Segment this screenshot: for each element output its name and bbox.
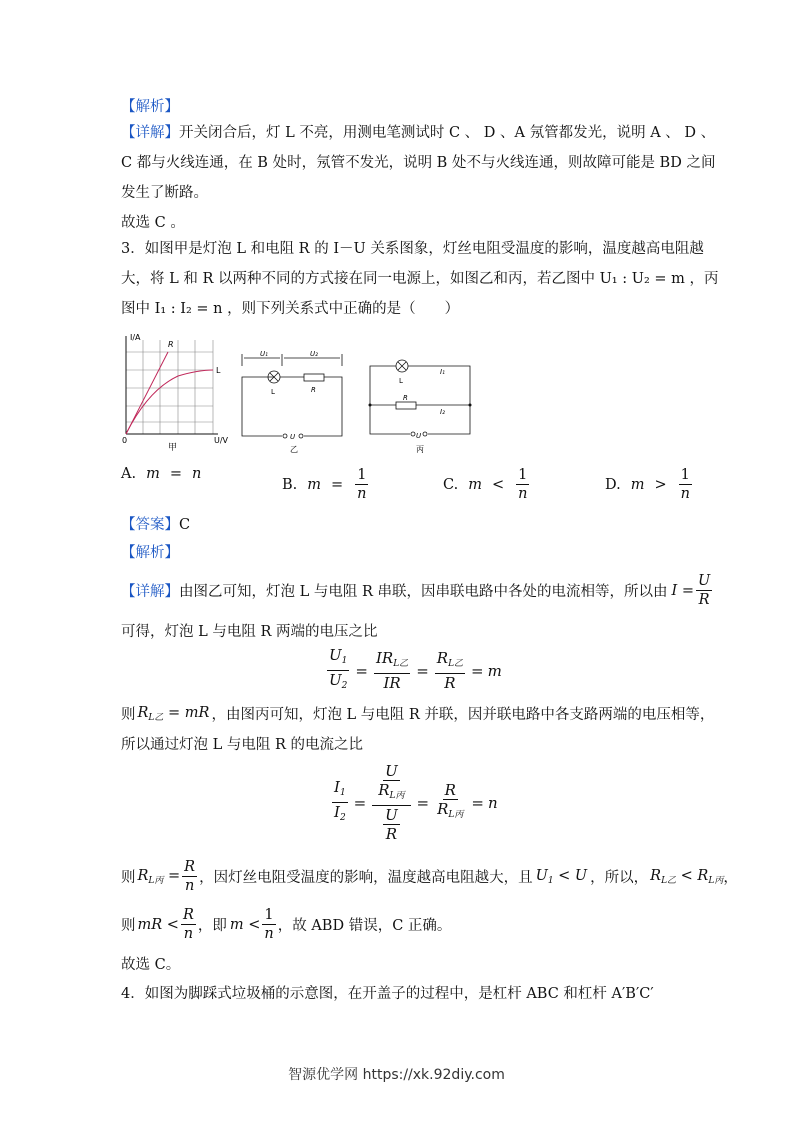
choice-lhs: m <box>630 476 645 493</box>
choice-letter: C. <box>443 476 459 493</box>
solution-line1 <box>121 572 714 609</box>
paragraph-detail-1 <box>121 118 716 238</box>
answer-tag: 【答案】 <box>121 517 179 533</box>
choice-fraction: $\frac{1}{n}$ <box>357 467 367 502</box>
solution-line4: 所以通过灯泡 L 与电阻 R 的电流之比 <box>121 737 363 753</box>
text: 则 <box>121 870 136 886</box>
choice-op: < <box>491 476 505 493</box>
caption-jia: 甲 <box>168 443 178 453</box>
q3-line3: 图中 I₁ : I₂ = n ，则下列关系式中正确的是（ ） <box>121 301 460 317</box>
label-source-u: U <box>290 433 296 441</box>
choice-lhs: m <box>468 476 482 493</box>
solution-line3: 则 $R_{L乙}$ = mR ，由图丙可知，灯泡 L 与电阻 R 并联，因并联电路中各支路两端的电压相等， <box>121 704 715 723</box>
detail-tag: 【详解】 <box>121 125 179 141</box>
curve-label-r: R <box>168 340 174 349</box>
answer-value: C <box>179 517 191 533</box>
label-resistor-r: R <box>311 386 316 394</box>
formula-lhs: I = <box>671 582 694 599</box>
question-4-line1: 4．如图为脚踩式垃圾桶的示意图，在开盖子的过程中，是杠杆 ABC 和杠杆 A′B′C′ <box>121 986 654 1002</box>
figure-yi-series-circuit <box>238 348 350 456</box>
text: 则 <box>121 707 136 723</box>
choice-a[interactable] <box>121 466 201 482</box>
axis-label-x: U/V <box>214 436 229 445</box>
label-i2: I₂ <box>440 408 445 416</box>
choice-fraction: $\frac{1}{n}$ <box>518 467 528 502</box>
p1-line2: C 都与火线连通，在 B 处时，氖管不发光，说明 B 处不与火线连通，则故障可能是 BD 之间 <box>121 155 716 171</box>
label-source-u: U <box>416 432 422 440</box>
axis-label-y: I/A <box>130 333 141 342</box>
p1-line1: 开关闭合后，灯 L 不亮，用测电笔测试时 C 、 D 、A 氖管都发光，说明 A 、 D 、 <box>179 125 716 141</box>
p1-line3: 发生了断路。 <box>121 185 208 201</box>
label-lamp-l: L <box>399 377 403 385</box>
text: ，所以， <box>590 870 649 886</box>
choice-fraction: $\frac{1}{n}$ <box>680 467 690 502</box>
detail-tag: 【详解】 <box>121 584 179 600</box>
label-u1: U₁ <box>260 350 268 358</box>
text: ，故 ABD 错误，C 正确。 <box>277 918 452 934</box>
text: ，因灯丝电阻受温度的影响，温度越高电阻越大，且 <box>199 870 533 886</box>
choice-letter: A. <box>121 466 137 482</box>
equation-current-ratio: $\frac{I_1}{I_2}$ = $\frac{\frac{U}{R_{L丙}}}{\frac{U}{R}}$ = $\frac{R}{R_{L丙}}$ = n <box>334 762 498 843</box>
section-tag-analysis-2: 【解析】 <box>121 545 179 561</box>
p1-line4: 故选 C 。 <box>121 215 185 231</box>
formula-fraction: $\frac{U}{R}$ <box>697 573 711 608</box>
caption-yi: 乙 <box>290 445 298 454</box>
choice-letter: D. <box>605 476 621 493</box>
figure-jia-iu-graph <box>118 330 233 455</box>
choice-b[interactable] <box>282 466 371 503</box>
solution-line2: 可得，灯泡 L 与电阻 R 两端的电压之比 <box>121 624 378 640</box>
section-tag-analysis: 【解析】 <box>121 99 179 115</box>
choice-op: > <box>654 476 667 493</box>
choice-op: = <box>169 466 182 482</box>
choice-d[interactable] <box>605 466 694 503</box>
origin-label: 0 <box>122 436 128 445</box>
figure-bing-parallel-circuit <box>366 352 474 456</box>
choice-lhs: m <box>146 466 160 482</box>
choice-op: = <box>331 476 344 493</box>
page-footer: 智源优学网 https://xk.92diy.com <box>288 1067 505 1083</box>
curve-label-l: L <box>216 366 221 375</box>
solution-line7: 故选 C。 <box>121 957 181 973</box>
solution-line5: 则 $R_{L丙}$ = $\frac{R}{n}$ ，因灯丝电阻受温度的影响，温度越高电阻越大，且 $U_1 < U$ ，所以， $R_{L乙} < R_{L丙}$ ， <box>121 859 738 894</box>
solution-line6: 则 mR < $\frac{R}{n}$ ，即 m < $\frac{1}{n}$ ，故 ABD 错误，C 正确。 <box>121 907 452 942</box>
answer-line <box>121 513 190 534</box>
choice-c[interactable] <box>443 466 531 503</box>
text: ，由图丙可知，灯泡 L 与电阻 R 并联，因并联电路中各支路两端的电压相等， <box>211 707 715 723</box>
question-3 <box>121 234 719 324</box>
label-u2: U₂ <box>310 350 318 358</box>
label-i1: I₁ <box>440 368 445 376</box>
text: ，即 <box>197 918 227 934</box>
text: 则 <box>121 918 136 934</box>
q3-line1: 3．如图甲是灯泡 L 和电阻 R 的 I－U 关系图象，灯丝电阻受温度的影响，温度越高电阻越 <box>121 241 704 257</box>
choice-lhs: m <box>307 476 322 493</box>
label-lamp-l: L <box>271 388 275 396</box>
choice-rhs: n <box>192 466 202 482</box>
solution-text: 由图乙可知，灯泡 L 与电阻 R 串联，因串联电路中各处的电流相等，所以由 <box>179 584 668 600</box>
equation-voltage-ratio: $\frac{U_1}{U_2}$ = $\frac{IR_{L乙}}{IR}$ = $\frac{R_{L乙}}{R}$ = m <box>329 646 502 692</box>
choice-letter: B. <box>282 476 298 493</box>
q3-line2: 大，将 L 和 R 以两种不同的方式接在同一电源上，如图乙和丙，若乙图中 U₁ : U₂ = m ，丙 <box>121 271 719 287</box>
label-resistor-r: R <box>403 394 408 402</box>
caption-bing: 丙 <box>416 445 424 454</box>
